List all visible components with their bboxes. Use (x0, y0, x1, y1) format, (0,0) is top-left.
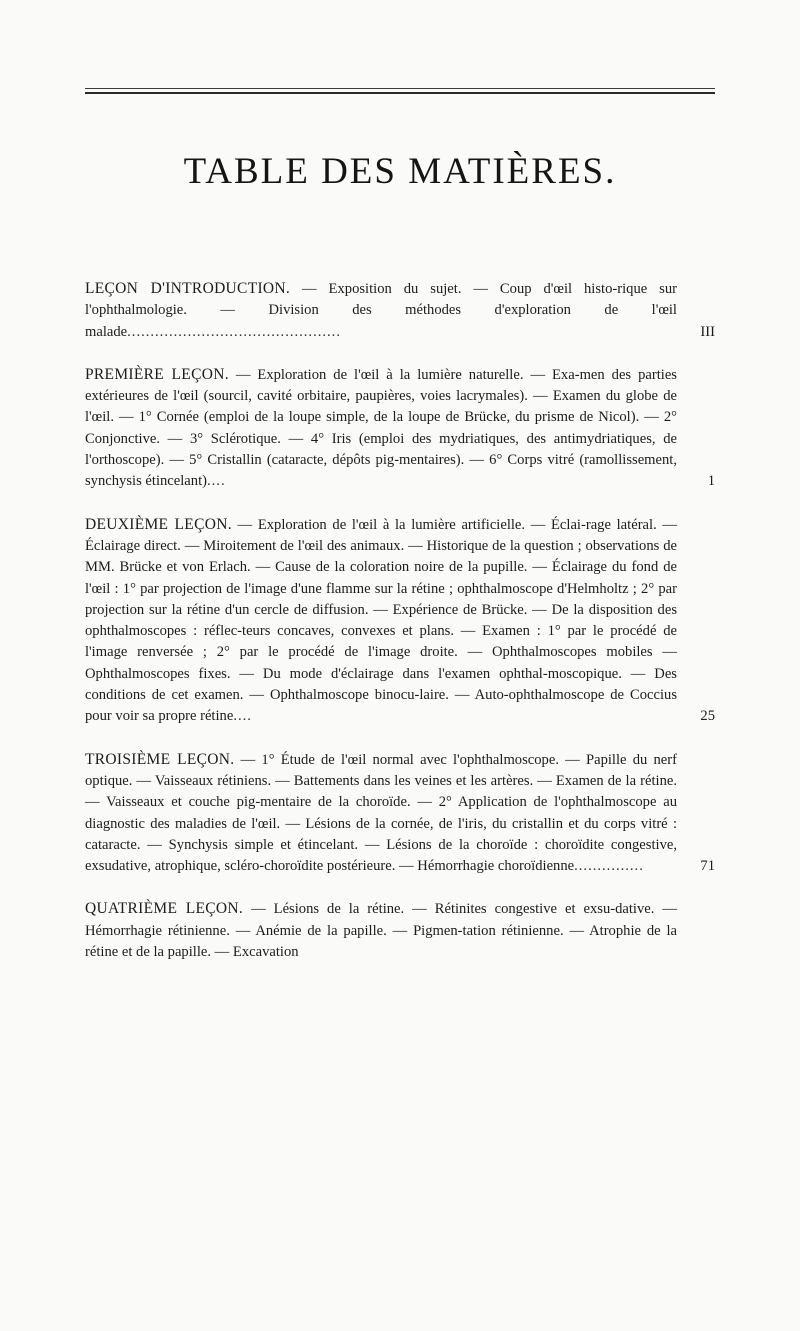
toc-entry-heading: LEÇON D'INTRODUCTION. (85, 280, 291, 297)
toc-page-number: III (700, 323, 715, 340)
toc-entry-heading: QUATRIÈME LEÇON. (85, 900, 244, 918)
toc-leader-dots: ............... (574, 858, 644, 875)
toc-entry-text: — Exploration de l'œil à la lumière naturelle. — Exa-men des parties extérieures de l'œil (sourcil, cavité orbitaire, paupières, voies lacrymales). — Examen du globe de l'œil. — 1° Cornée (emploi de la loupe simple, de la loupe de Brücke, du prisme de Nicol). — 2° Conjonctive. — 3° Sclérotique. — 4° Iris (emploi des mydriatiques, des antimydriatiques, de l'orthoscope). — 5° Cristallin (cataracte, dépôts pig-mentaires). — 6° Corps vitré (ramollissement, synchysis étincelant) (85, 366, 677, 490)
toc-entry-heading: PREMIÈRE LEÇON. (85, 365, 229, 383)
toc-entry-body (85, 278, 715, 343)
top-rule-thick (85, 92, 715, 94)
toc-leader-dots: .... (207, 473, 226, 490)
toc-entry-body (85, 514, 715, 728)
toc-leader-dots: .............................................. (127, 323, 341, 340)
toc-entry-text: — Exploration de l'œil à la lumière artificielle. — Éclai-rage latéral. — Éclairage direct. — Miroitement de l'œil des animaux. — Historique de la question ; observations de MM. Brücke et von Erlach. — Cause de la coloration noire de la pupille. — Éclairage du fond de l'œil : 1° par projection de l'image d'une flamme sur la rétine ; ophthalmoscope d'Helmholtz ; 2° par projection sur la rétine d'un cercle de diffusion. — Expérience de Brücke. — De la disposition des ophthalmoscopes : réflec-teurs concaves, convexes et plans. — Examen : 1° par le procédé de l'image renversée ; 2° par le procédé de l'image droite. — Ophthalmoscopes mobiles — Ophthalmoscopes fixes. — Du mode d'éclairage dans l'examen ophthal-moscopique. — Des conditions de cet examen. — Ophthalmoscope binocu-laire. — Auto-ophthalmoscope de Coccius pour voir sa propre rétine (85, 516, 678, 725)
toc-entry-quatrieme (85, 898, 715, 963)
toc-page-number: 25 (700, 708, 715, 725)
table-of-contents (85, 278, 715, 984)
page-title: TABLE DES MATIÈRES. (183, 151, 617, 192)
toc-entry-text: — Lésions de la rétine. — Rétinites congestive et exsu-dative. — Hémorrhagie rétinienne. — Anémie de la papille. — Pigmen-tation rétinienne. — Atrophie de la rétine et de la papille. — Excavation (85, 901, 677, 961)
toc-entry-body (85, 898, 715, 963)
toc-page-number: 1 (707, 473, 715, 490)
toc-leader-dots: .... (233, 708, 252, 725)
toc-entry-heading: DEUXIÈME LEÇON. (85, 515, 232, 533)
toc-page-number: 71 (700, 858, 715, 875)
toc-entry-deuxieme (85, 514, 715, 728)
toc-entry-body (85, 364, 715, 493)
toc-entry-text: — 1° Étude de l'œil normal avec l'ophthalmoscope. — Papille du nerf optique. — Vaisseaux rétiniens. — Battements dans les veines et les artères. — Examen de la rétine. — Vaisseaux et couche pig-mentaire de la choroïde. — 2° Application de l'ophthalmoscope au diagnostic des maladies de l'œil. — Lésions de la cornée, de l'iris, du cristallin et du corps vitré : cataracte. — Synchysis simple et étincelant. — Lésions de la choroïde : choroïdite congestive, exsudative, atrophique, scléro-choroïdite postérieure. — Hémorrhagie choroïdienne (85, 751, 678, 875)
toc-entry-premiere (85, 364, 715, 493)
top-rule-thin (85, 88, 715, 89)
toc-entry-troisieme (85, 749, 715, 878)
toc-entry-text: — Exposition du sujet. — Coup d'œil histo-rique sur l'ophthalmologie. — Division des méthodes d'exploration de l'œil malade (85, 281, 678, 340)
toc-entry-introduction (85, 278, 715, 343)
toc-entry-heading: TROISIÈME LEÇON. (85, 750, 235, 768)
toc-entry-body (85, 749, 715, 878)
